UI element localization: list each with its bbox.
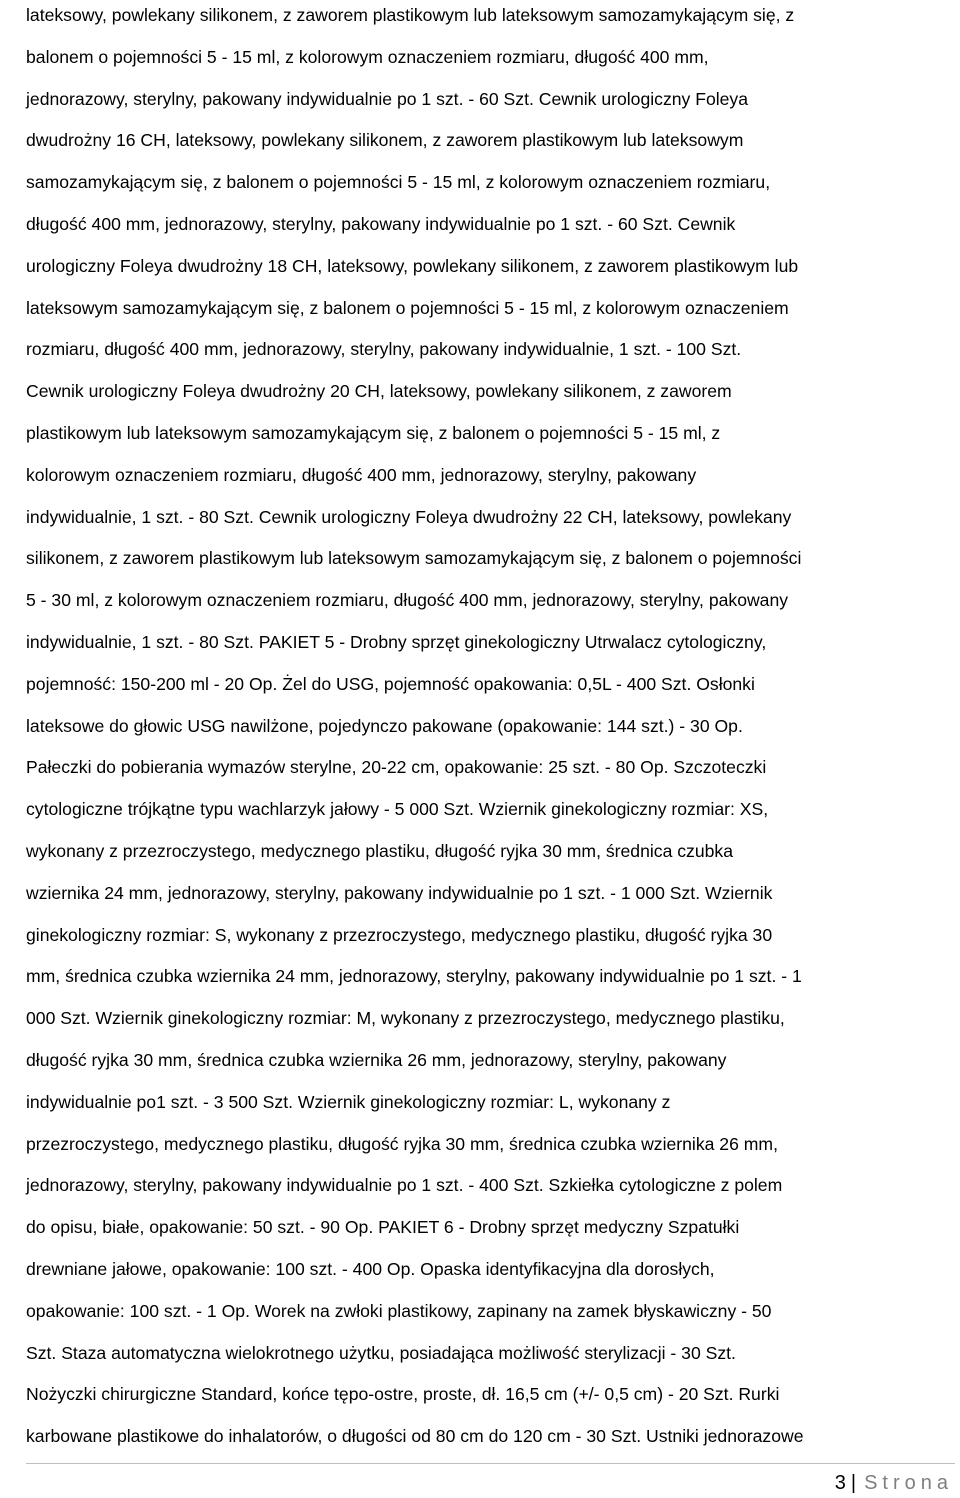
- text-line: lateksowy, powlekany silikonem, z zaworem plastikowym lub lateksowym samozamykającym się, z: [26, 5, 795, 25]
- text-line: plastikowym lub lateksowym samozamykającym się, z balonem o pojemności 5 - 15 ml, z: [26, 423, 721, 443]
- text-line: rozmiaru, długość 400 mm, jednorazowy, sterylny, pakowany indywidualnie, 1 szt. - 100 Szt.: [26, 339, 742, 360]
- text-line: opakowanie: 100 szt. - 1 Op. Worek na zwłoki plastikowy, zapinany na zamek błyskawiczny - 50: [26, 1300, 772, 1321]
- text-line: Pałeczki do pobierania wymazów sterylne, 20-22 cm, opakowanie: 25 szt. - 80 Op. Szczoteczki: [26, 757, 767, 778]
- page-footer: [835, 1468, 953, 1498]
- text-line: lateksowe do głowic USG nawilżone, pojedynczo pakowane (opakowanie: 144 szt.) - 30 Op.: [26, 715, 743, 736]
- text-line: długość 400 mm, jednorazowy, sterylny, pakowany indywidualnie po 1 szt. - 60 Szt. Cewnik: [26, 214, 736, 234]
- text-line: wykonany z przezroczystego, medycznego plastiku, długość ryjka 30 mm, średnica czubka: [26, 841, 733, 861]
- text-line: silikonem, z zaworem plastikowym lub lateksowym samozamykającym się, z balonem o pojemności: [26, 548, 802, 569]
- text-line: indywidualnie, 1 szt. - 80 Szt. PAKIET 5 - Drobny sprzęt ginekologiczny Utrwalacz cytologiczny,: [26, 632, 767, 652]
- text-line: do opisu, białe, opakowanie: 50 szt. - 90 Op. PAKIET 6 - Drobny sprzęt medyczny Szpatułki: [26, 1217, 740, 1238]
- footer-divider: [26, 1463, 955, 1464]
- text-line: jednorazowy, sterylny, pakowany indywidualnie po 1 szt. - 60 Szt. Cewnik urologiczny Foleya: [26, 88, 749, 109]
- text-line: długość ryjka 30 mm, średnica czubka wziernika 26 mm, jednorazowy, sterylny, pakowany: [26, 1050, 727, 1070]
- footer-separator: |: [850, 1472, 857, 1494]
- text-line: lateksowym samozamykającym się, z balonem o pojemności 5 - 15 ml, z kolorowym oznaczeniem: [26, 297, 789, 318]
- text-line: cytologiczne trójkątne typu wachlarzyk jałowy - 5 000 Szt. Wziernik ginekologiczny rozmiar: XS,: [26, 799, 769, 820]
- text-line: indywidualnie, 1 szt. - 80 Szt. Cewnik urologiczny Foleya dwudrożny 22 CH, lateksowy, powlekany: [26, 506, 792, 527]
- text-line: Szt. Staza automatyczna wielokrotnego użytku, posiadająca możliwość sterylizacji - 30 Szt.: [26, 1342, 736, 1363]
- text-line: 5 - 30 ml, z kolorowym oznaczeniem rozmiaru, długość 400 mm, jednorazowy, sterylny, pakowany: [26, 590, 789, 611]
- text-line: balonem o pojemności 5 - 15 ml, z kolorowym oznaczeniem rozmiaru, długość 400 mm,: [26, 46, 709, 67]
- text-line: samozamykającym się, z balonem o pojemności 5 - 15 ml, z kolorowym oznaczeniem rozmiaru,: [26, 172, 771, 193]
- text-line: drewniane jałowe, opakowanie: 100 szt. - 400 Op. Opaska identyfikacyjna dla dorosłych,: [26, 1259, 715, 1279]
- text-line: ginekologiczny rozmiar: S, wykonany z przezroczystego, medycznego plastiku, długość ryjka 30: [26, 924, 773, 945]
- text-line: Cewnik urologiczny Foleya dwudrożny 20 CH, lateksowy, powlekany silikonem, z zaworem: [26, 381, 732, 402]
- text-line: 000 Szt. Wziernik ginekologiczny rozmiar: M, wykonany z przezroczystego, medycznego plastiku,: [26, 1008, 785, 1029]
- text-line: dwudrożny 16 CH, lateksowy, powlekany silikonem, z zaworem plastikowym lub lateksowym: [26, 130, 744, 151]
- text-line: wziernika 24 mm, jednorazowy, sterylny, pakowany indywidualnie po 1 szt. - 1 000 Szt. Wziernik: [26, 882, 773, 903]
- text-line: kolorowym oznaczeniem rozmiaru, długość 400 mm, jednorazowy, sterylny, pakowany: [26, 464, 697, 485]
- text-line: indywidualnie po1 szt. - 3 500 Szt. Wziernik ginekologiczny rozmiar: L, wykonany z: [26, 1091, 671, 1112]
- text-line: pojemność: 150-200 ml - 20 Op. Żel do USG, pojemność opakowania: 0,5L - 400 Szt. Osłonki: [26, 673, 755, 694]
- text-line: urologiczny Foleya dwudrożny 18 CH, lateksowy, powlekany silikonem, z zaworem plastikowym lub: [26, 255, 799, 276]
- text-line: Nożyczki chirurgiczne Standard, końce tępo-ostre, proste, dł. 16,5 cm (+/- 0,5 cm) - 20 Szt. Rurki: [26, 1384, 780, 1405]
- text-line: jednorazowy, sterylny, pakowany indywidualnie po 1 szt. - 400 Szt. Szkiełka cytologiczne z polem: [26, 1175, 783, 1196]
- text-line: mm, średnica czubka wziernika 24 mm, jednorazowy, sterylny, pakowany indywidualnie po 1 szt. - 1: [26, 966, 802, 987]
- page-number: 3: [834, 1472, 846, 1494]
- footer-label: Strona: [864, 1472, 953, 1494]
- text-line: karbowane plastikowe do inhalatorów, o długości od 80 cm do 120 cm - 30 Szt. Ustniki jednorazowe: [26, 1426, 804, 1447]
- text-line: przezroczystego, medycznego plastiku, długość ryjka 30 mm, średnica czubka wziernika 26 mm,: [26, 1133, 778, 1154]
